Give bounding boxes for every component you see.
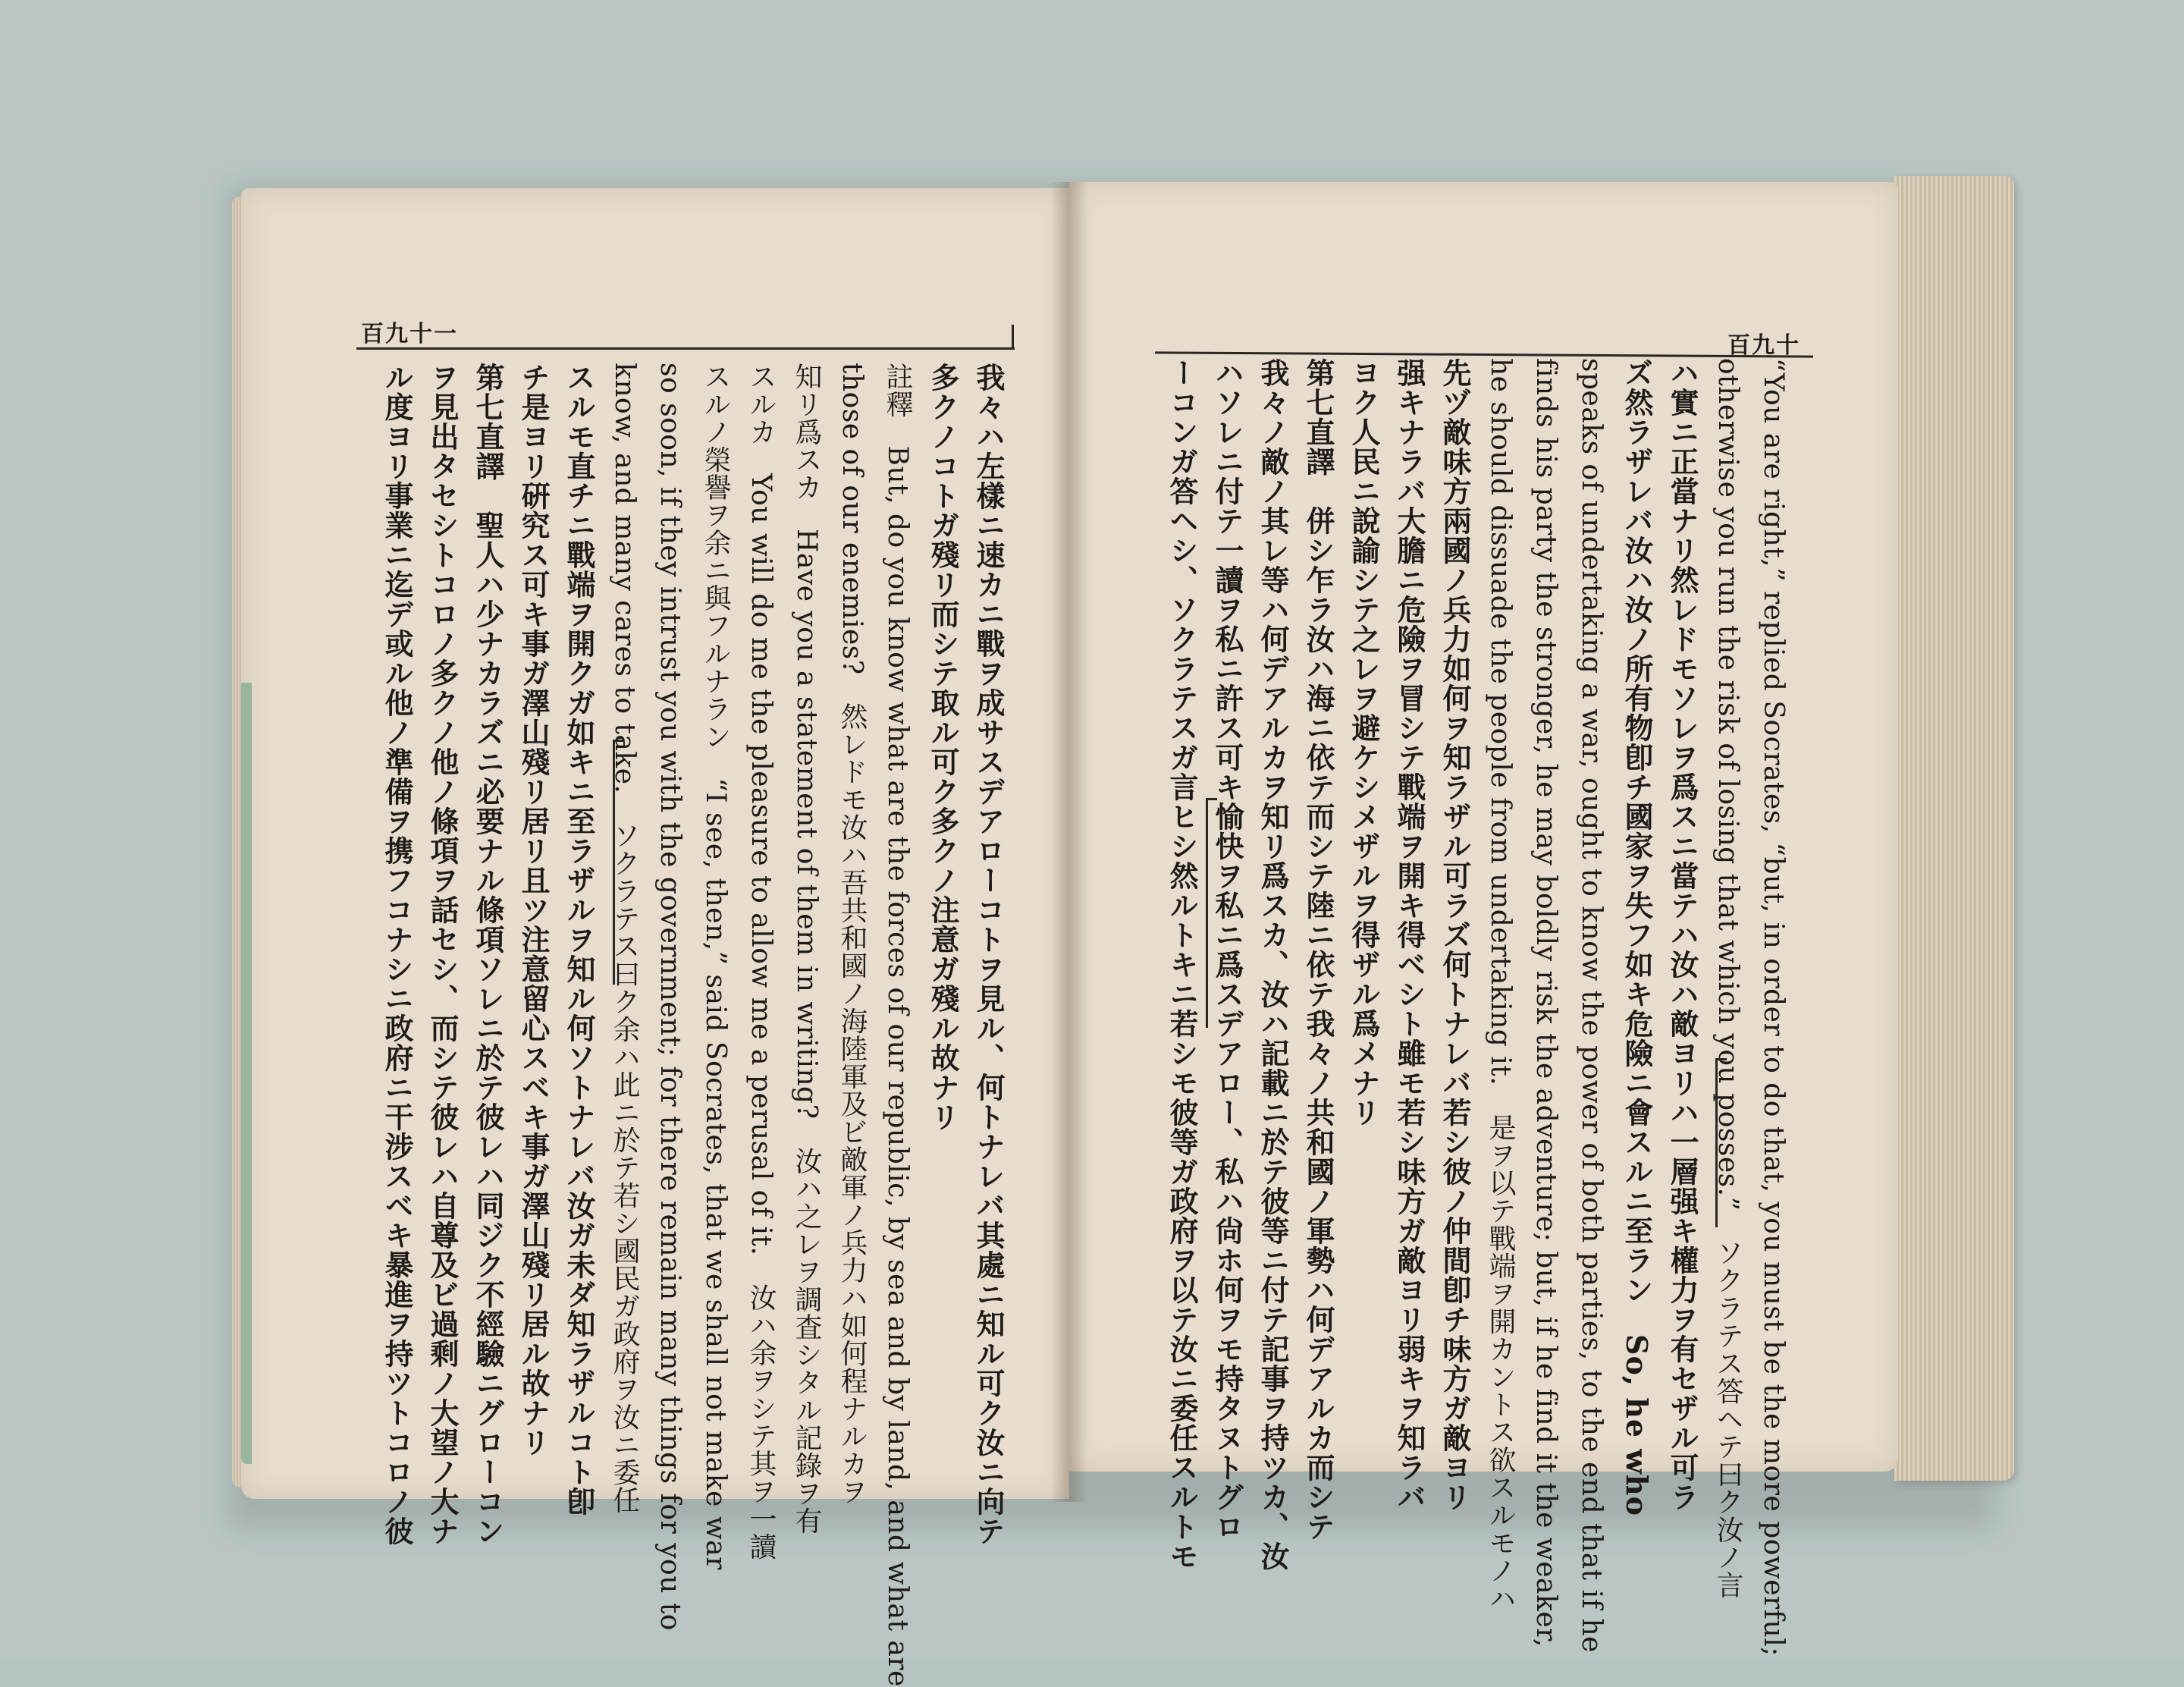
right-page-text [1156,358,1793,1657]
text-column: so soon, if they intrust you with the government; for there remain many things for you to [654,363,686,1631]
right-page-number: 百九十 [1727,332,1800,359]
left-header-tick [1012,325,1014,349]
text-column: 我々ノ敵ノ其レ等ハ何デアルカヲ知リ爲スカ、汝ハ記載ニ於テ彼等ニ付テ記事ヲ持ツカ、汝 [1256,358,1290,1571]
annotation-bracket [1206,798,1217,1028]
text-column: “You are right,” replied Socrates, “but, in order to do that, you must be the more powerful; [1758,358,1789,1657]
text-column: 先ヅ敵味方兩國ノ兵力如何ヲ知ラザル可ラズ何トナレバ若シ彼ノ仲間卽チ味方ガ敵ヨリ [1438,358,1472,1512]
text-column: 註釋 But, do you know what are the forces of our republic, by sea and by land, and what are [882,363,913,1687]
page-edges-right [1894,176,2014,1481]
text-column: ヨク人民ニ說諭シテ之レヲ避ケシメザルヲ得ザル爲メナリ [1347,358,1381,1127]
text-column: those of our enemies? 然レドモ汝ハ吾共和國ノ海陸軍及ビ敵軍ノ兵力ハ如何程ナルカヲ [836,363,868,1506]
left-page-text [356,363,1009,1687]
text-column: ズ然ラザレバ汝ハ汝ノ所有物卽チ國家ヲ失フ如キ危險ニ會スルニ至ラン So, he who [1620,358,1654,1516]
text-column: finds his party the stronger, he may boldly risk the adventure; but, if he find it the weaker, [1530,358,1561,1648]
text-column: know, and many cares to take. ソクラテス曰ク余ハ此ニ於テ若シ國民ガ政府ヲ汝ニ委任 [609,363,640,1514]
text-column: ヲ見出タセシトコロノ多クノ他ノ條項ヲ話セシ、而シテ彼レハ自尊及ビ過剩ノ大望ノ大ナ [425,363,460,1546]
text-column: 强キナラバ大膽ニ危險ヲ冒シテ戰端ヲ開キ得ベシト雖モ若シ味方ガ敵ヨリ弱キヲ知ラバ [1392,358,1426,1512]
text-column: スルノ榮譽ヲ余ニ與フルナラン “I see, then,” said Socrates, that we shall not make war [700,363,731,1570]
left-page-number: 百九十一 [361,321,458,347]
text-column: スルモ直チニ戰端ヲ開クガ如キニ至ラザルヲ知ル何ソトナレバ汝ガ未ダ知ラザルコト卽 [562,363,596,1516]
text-column: ハソレニ付テ一讀ヲ私ニ許ス可キ愉快ヲ私ニ爲スデアロー、私ハ尙ホ何ヲモ持タヌトグロ [1210,358,1244,1541]
text-column: 我々ハ左樣ニ速カニ戰ヲ成サスデアローコトヲ見ル、何トナレバ其處ニ知ル可ク汝ニ向テ [971,363,1006,1546]
text-column: 第七直譯 併シ乍ラ汝ハ海ニ依テ而シテ陸ニ依テ我々ノ共和國ノ軍勢ハ何デアルカ而シテ [1301,358,1335,1541]
text-column: speaks of undertaking a war, ought to know the power of both parties, to the end that if he [1576,358,1607,1653]
book-cover-edge [241,683,252,1464]
text-column: 第七直譯 聖人ハ少ナカラズニ必要ナル條項ソレニ於テ彼レハ同ジク不經驗ニグローコン [471,363,505,1546]
annotation-bracket [613,740,624,985]
book-gutter [1050,182,1088,1502]
text-column: ル度ヨリ事業ニ迄デ或ル他ノ準備ヲ携フコナシニ政府ニ干涉スベキ暴進ヲ持ツトコロノ彼 [380,363,414,1546]
text-column: 多クノコトガ殘リ而シテ取ル可ク多クノ注意ガ殘ル故ナリ [926,363,960,1132]
text-column: he should dissuade the people from undertaking it. 是ヲ以テ戰端ヲ開カントス欲スルモノハ [1485,358,1516,1612]
text-column: ハ實ニ正當ナリ然レドモソレヲ爲スニ當テハ汝ハ敵ヨリハ一層强キ權力ヲ有セザル可ラ [1665,358,1699,1512]
annotation-bracket [1715,1058,1727,1227]
text-column: otherwise you run the risk of losing that which you posses.” ソクラテス答ヘテ曰ク汝ノ言 [1712,358,1743,1599]
text-column: 知リ爲スカ Have you a statement of them in writing? 汝ハ之レヲ調査シタル記錄ヲ有 [791,363,822,1535]
text-column: ーコンガ答ヘシ、ソクラテスガ言ヒシ然ルトキニ若シモ彼等ガ政府ヲ以テ汝ニ委任スルトモ [1165,358,1199,1571]
text-column: スルカ You will do me the pleasure to allow me a perusal of it. 汝ハ余ヲシテ其ヲ一讀 [745,363,777,1560]
text-column: チ是ヨリ硏究ス可キ事ガ澤山殘リ居リ且ツ注意留心スベキ事ガ澤山殘リ居ル故ナリ [516,363,551,1457]
